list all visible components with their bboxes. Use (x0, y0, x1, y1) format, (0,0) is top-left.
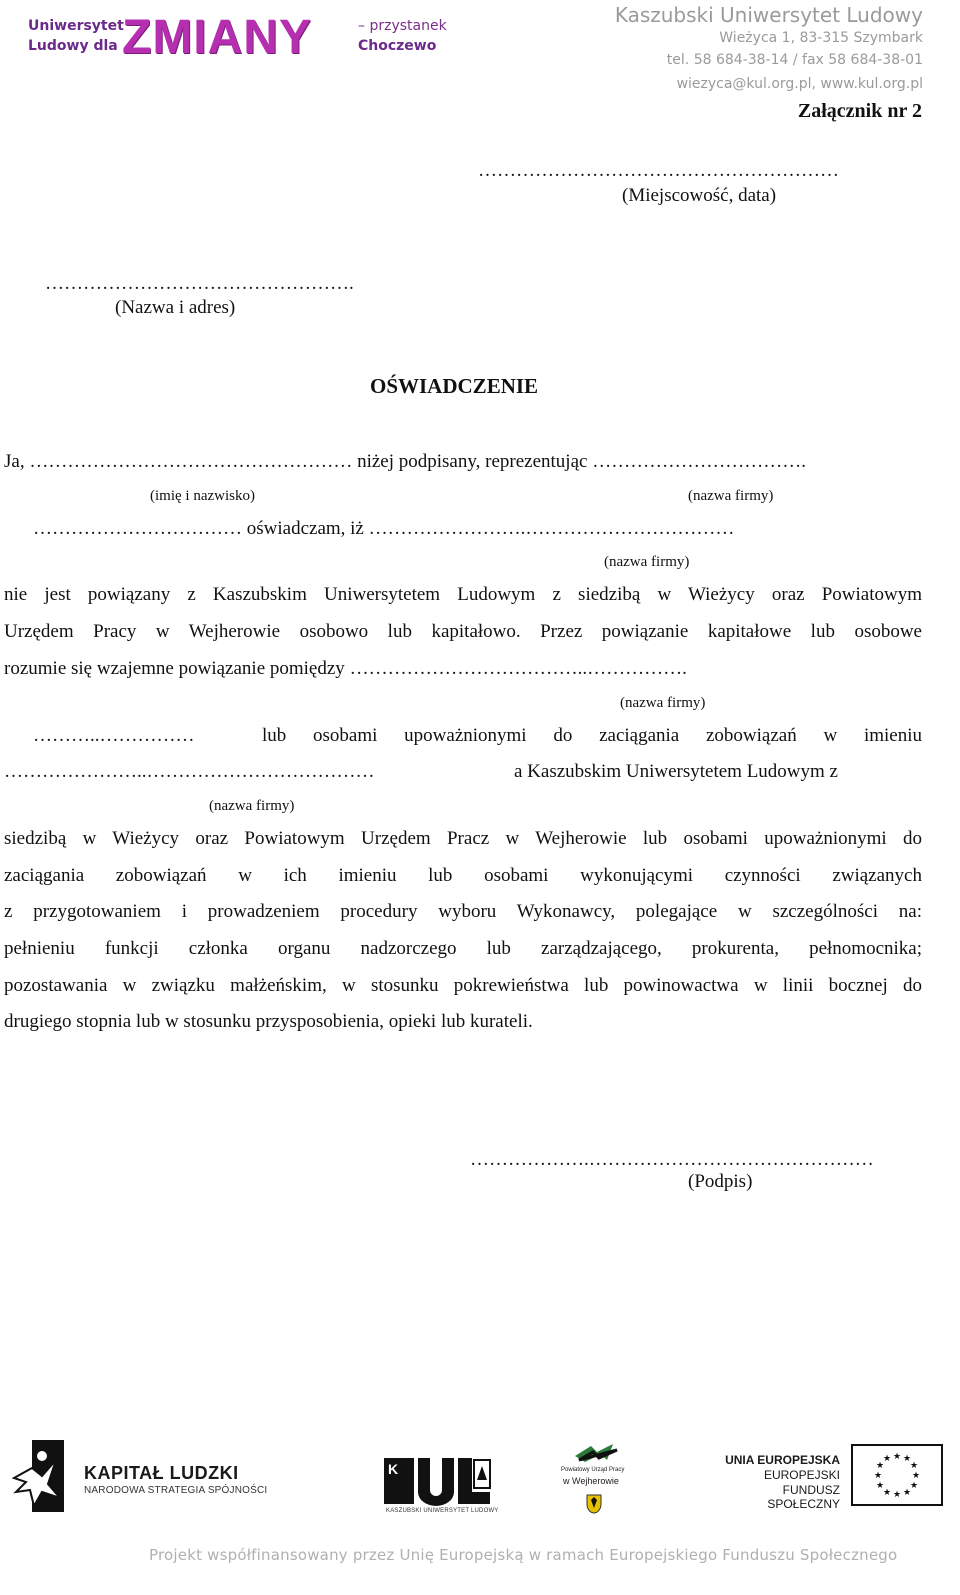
paragraph-1-line-1: nie jest powiązany z Kaszubskim Uniwersytetem Ludowym z siedzibą w Wieżycy oraz Powiatowym (4, 584, 922, 605)
paragraph-1-line-3 (4, 657, 687, 681)
svg-text:★: ★ (909, 1481, 919, 1491)
name-field: …………………………………………… (29, 451, 353, 472)
document-title: OŚWIADCZENIE (370, 374, 539, 398)
firm-field-3: ………………………………..……………. (349, 658, 687, 679)
svg-text:K: K (388, 1461, 399, 1477)
org-phone: tel. 58 684-38-14 / fax 58 684-38-01 (666, 52, 923, 68)
svg-text:★: ★ (873, 1471, 883, 1481)
paragraph-2-line-5: pozostawania w związku małżeńskim, w stosunku pokrewieństwa lub powinowactwa w linii bocznej do (4, 975, 922, 996)
paragraph-2-line-6: drugiego stopnia lub w stosunku przysposobienia, opieki lub kurateli. (4, 1011, 533, 1032)
eu-fund-line-2: FUNDUSZ SPOŁECZNY (767, 1483, 840, 1511)
svg-text:★: ★ (875, 1461, 885, 1471)
svg-text:★: ★ (882, 1454, 892, 1464)
svg-text:★: ★ (892, 1452, 902, 1462)
name-address-field: …………………………………………. (45, 273, 354, 294)
paragraph-2-line-2: zaciągania zobowiązań w ich imieniu lub osobami wykonującymi czynności związanych (4, 865, 922, 886)
svg-text:★: ★ (875, 1481, 885, 1491)
firm-field-2a: …………………………… (33, 518, 242, 539)
pup-arrows-icon (573, 1442, 621, 1464)
svg-text:★: ★ (902, 1454, 912, 1464)
funding-note: Projekt współfinansowany przez Unię Europejską w ramach Europejskiego Funduszu Społecznego (149, 1546, 898, 1564)
declaration-line-1 (4, 450, 806, 474)
attachment-number: Załącznik nr 2 (797, 100, 922, 122)
logo-text-line2: Ludowy dla (28, 38, 118, 54)
kapital-ludzki-subtitle: NARODOWA STRATEGIA SPÓJNOŚCI (84, 1485, 268, 1496)
org-name: Kaszubski Uniwersytet Ludowy (614, 3, 923, 27)
text-signed: niżej podpisany, reprezentując (357, 451, 588, 472)
place-date-field: ………………………………………………… (478, 160, 839, 181)
paragraph-1-line-2: Urzędem Pracy w Wejherowie osobowo lub kapitałowo. Przez powiązanie kapitałowe lub osobowe (4, 621, 922, 642)
firm-field-4: ………..…………… (33, 725, 195, 746)
paragraph-2-line-3: z przygotowaniem i prowadzeniem procedury wyboru Wykonawcy, polegające w szczególności na: (4, 901, 922, 922)
svg-text:★: ★ (902, 1488, 912, 1498)
kul-text: a Kaszubskim Uniwersytetem Ludowym z (514, 761, 838, 782)
eu-flag-icon (851, 1444, 943, 1506)
firm-field-2b: …………………….…………………………… (368, 518, 735, 539)
name-address-label: (Nazwa i adres) (115, 297, 236, 318)
signature-field: ……………….……………………………………… (470, 1149, 874, 1170)
firm-label-1: (nazwa firmy) (688, 488, 774, 504)
pup-line-1: Powiatowy Urząd Pracy (561, 1467, 625, 1473)
svg-text:★: ★ (911, 1471, 921, 1481)
logo-text-line1: Uniwersytet (28, 18, 124, 34)
logo-text-choczewo: Choczewo (358, 38, 437, 54)
firm-field-1: ……………………………. (592, 451, 806, 472)
authorized-persons-text: lub osobami upoważnionymi do zaciągania zobowiązań w imieniu (262, 725, 922, 746)
paragraph-2-line-1: siedzibą w Wieżycy oraz Powiatowym Urzędem Pracz w Wejherowie lub osobami upoważnionymi do (4, 828, 922, 849)
kul-logo-caption: KASZUBSKI UNIWERSYTET LUDOWY (386, 1508, 499, 1514)
pup-coat-of-arms-icon (586, 1494, 602, 1514)
logo-text-przystanek: – przystanek (358, 18, 447, 34)
kapital-ludzki-title: KAPITAŁ LUDZKI (84, 1463, 239, 1483)
firm-label-2: (nazwa firmy) (604, 554, 690, 570)
kapital-ludzki-emblem-icon (12, 1440, 64, 1512)
svg-text:★: ★ (892, 1490, 902, 1500)
org-web: wiezyca@kul.org.pl, www.kul.org.pl (676, 76, 923, 92)
declaration-line-2 (33, 517, 734, 541)
svg-text:★: ★ (909, 1461, 919, 1471)
text-ja: Ja, (4, 451, 25, 472)
pup-line-2: w Wejherowie (563, 1476, 619, 1486)
firm-field-5: …………………..……………………………… (4, 761, 375, 782)
eu-title: UNIA EUROPEJSKA (725, 1453, 840, 1467)
org-address: Wieżyca 1, 83-315 Szymbark (719, 30, 923, 46)
kul-logo-icon (384, 1456, 492, 1508)
text-declare: oświadczam, iż (246, 518, 364, 539)
firm-label-3: (nazwa firmy) (620, 695, 706, 711)
name-label: (imię i nazwisko) (150, 488, 255, 504)
paragraph-2-line-4: pełnieniu funkcji członka organu nadzorczego lub zarządzającego, prokurenta, pełnomocnika; (4, 938, 922, 959)
firm-label-4: (nazwa firmy) (209, 798, 295, 814)
place-date-label: (Miejscowość, data) (622, 185, 777, 206)
text-relation: rozumie się wzajemne powiązanie pomiędzy (4, 658, 345, 679)
logo-zmiany: ZMIANY (122, 11, 312, 64)
svg-text:★: ★ (882, 1488, 892, 1498)
eu-fund-line-1: EUROPEJSKI (763, 1468, 840, 1482)
signature-label: (Podpis) (688, 1171, 753, 1192)
